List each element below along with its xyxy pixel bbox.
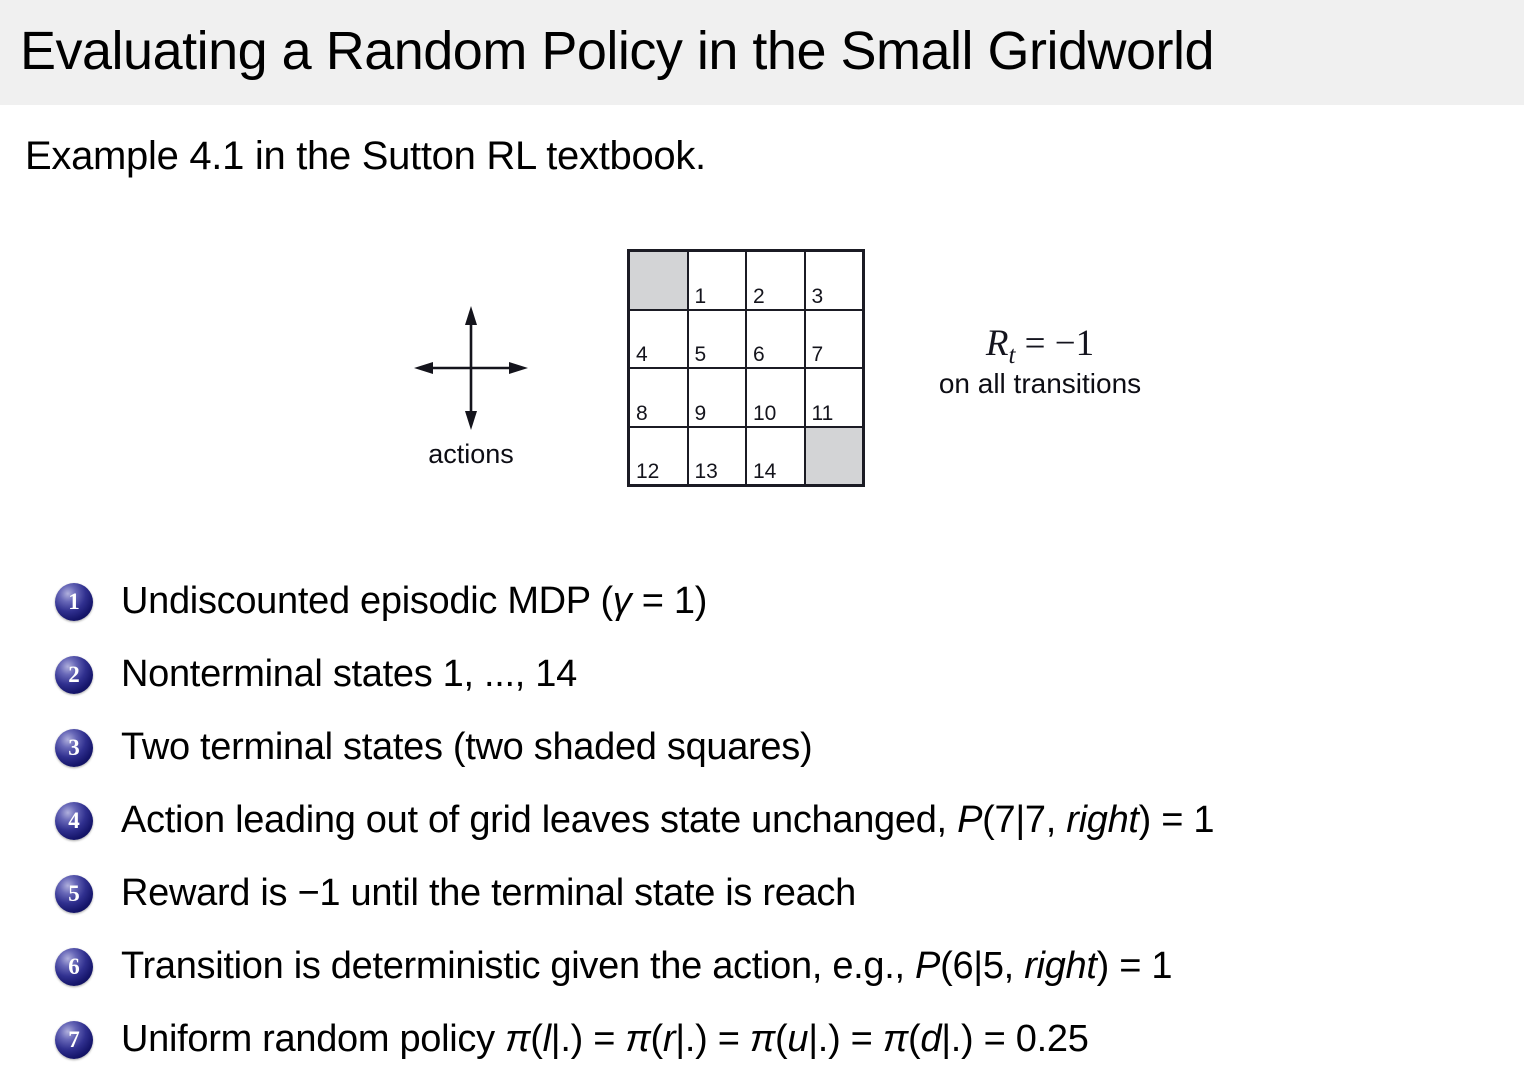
item-text: Nonterminal states 1, ..., 14 xyxy=(121,653,577,695)
item-number-badge: 1 xyxy=(55,583,93,621)
list-item xyxy=(55,857,1520,930)
grid-cell: 9 xyxy=(689,369,746,426)
grid-cell: 10 xyxy=(747,369,804,426)
list-item xyxy=(55,1003,1520,1076)
grid-cell: 13 xyxy=(689,428,746,485)
gridworld-grid xyxy=(627,249,865,487)
grid-cell: 8 xyxy=(630,369,687,426)
list-item xyxy=(55,784,1520,857)
item-number-badge: 2 xyxy=(55,656,93,694)
reward-rhs: = −1 xyxy=(1015,323,1095,364)
grid-cell: 14 xyxy=(747,428,804,485)
grid-cell: 6 xyxy=(747,311,804,368)
item-number-badge: 3 xyxy=(55,729,93,767)
list-item xyxy=(55,565,1520,638)
item-number-badge: 5 xyxy=(55,875,93,913)
page-title: Evaluating a Random Policy in the Small Gridworld xyxy=(20,21,1215,81)
grid-cell: 2 xyxy=(747,252,804,309)
grid-cell: 5 xyxy=(689,311,746,368)
list-item xyxy=(55,638,1520,711)
item-text: Uniform random policy π(l|.) = π(r|.) = π(u|.) = π(d|.) = 0.25 xyxy=(121,1018,1089,1060)
grid-cell: 4 xyxy=(630,311,687,368)
item-text: Reward is −1 until the terminal state is reach xyxy=(121,872,856,914)
enumerated-list xyxy=(55,565,1520,1076)
grid-cell-terminal xyxy=(806,428,863,485)
subtitle: Example 4.1 in the Sutton RL textbook. xyxy=(25,134,706,178)
item-text: Undiscounted episodic MDP (γ = 1) xyxy=(121,580,708,622)
item-number-badge: 6 xyxy=(55,948,93,986)
grid-cell: 1 xyxy=(689,252,746,309)
item-text: Action leading out of grid leaves state unchanged, P(7|7, right) = 1 xyxy=(121,799,1215,841)
actions-cross-icon xyxy=(412,306,530,430)
actions-label: actions xyxy=(428,439,514,469)
grid-cell: 11 xyxy=(806,369,863,426)
item-text: Transition is deterministic given the action, e.g., P(6|5, right) = 1 xyxy=(121,945,1173,987)
list-item xyxy=(55,711,1520,784)
item-number-badge: 4 xyxy=(55,802,93,840)
grid-cell: 7 xyxy=(806,311,863,368)
reward-annotation xyxy=(915,322,1165,400)
grid-cell-terminal xyxy=(630,252,687,309)
reward-caption: on all transitions xyxy=(938,368,1142,399)
reward-sub: t xyxy=(1008,342,1016,369)
item-text: Two terminal states (two shaded squares) xyxy=(121,726,813,768)
title-bar xyxy=(0,0,1524,105)
grid-cell: 12 xyxy=(630,428,687,485)
reward-var: R xyxy=(985,323,1009,364)
grid-cell: 3 xyxy=(806,252,863,309)
list-item xyxy=(55,930,1520,1003)
reward-formula xyxy=(915,322,1165,369)
item-number-badge: 7 xyxy=(55,1021,93,1059)
